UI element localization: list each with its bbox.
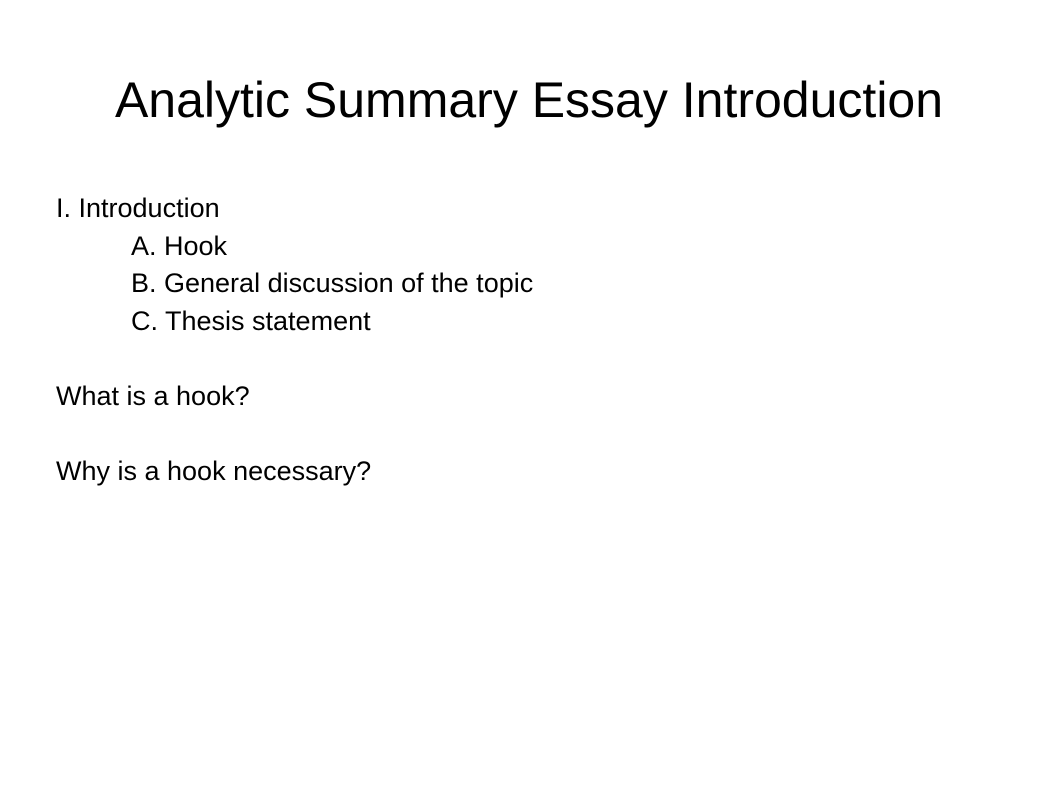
- question-what-is-hook: What is a hook?: [56, 380, 250, 411]
- outline-item-hook: A. Hook: [131, 230, 228, 261]
- slide-title: Analytic Summary Essay Introduction: [114, 72, 944, 128]
- outline-item-thesis-statement: C. Thesis statement: [131, 305, 371, 336]
- outline-heading: I. Introduction: [56, 193, 220, 223]
- spacer: [56, 415, 1016, 453]
- outline-item-general-discussion: B. General discussion of the topic: [131, 268, 534, 298]
- question-why-hook-necessary: Why is a hook necessary?: [56, 455, 372, 486]
- spacer: [56, 340, 1016, 378]
- slide-body: [56, 190, 1016, 490]
